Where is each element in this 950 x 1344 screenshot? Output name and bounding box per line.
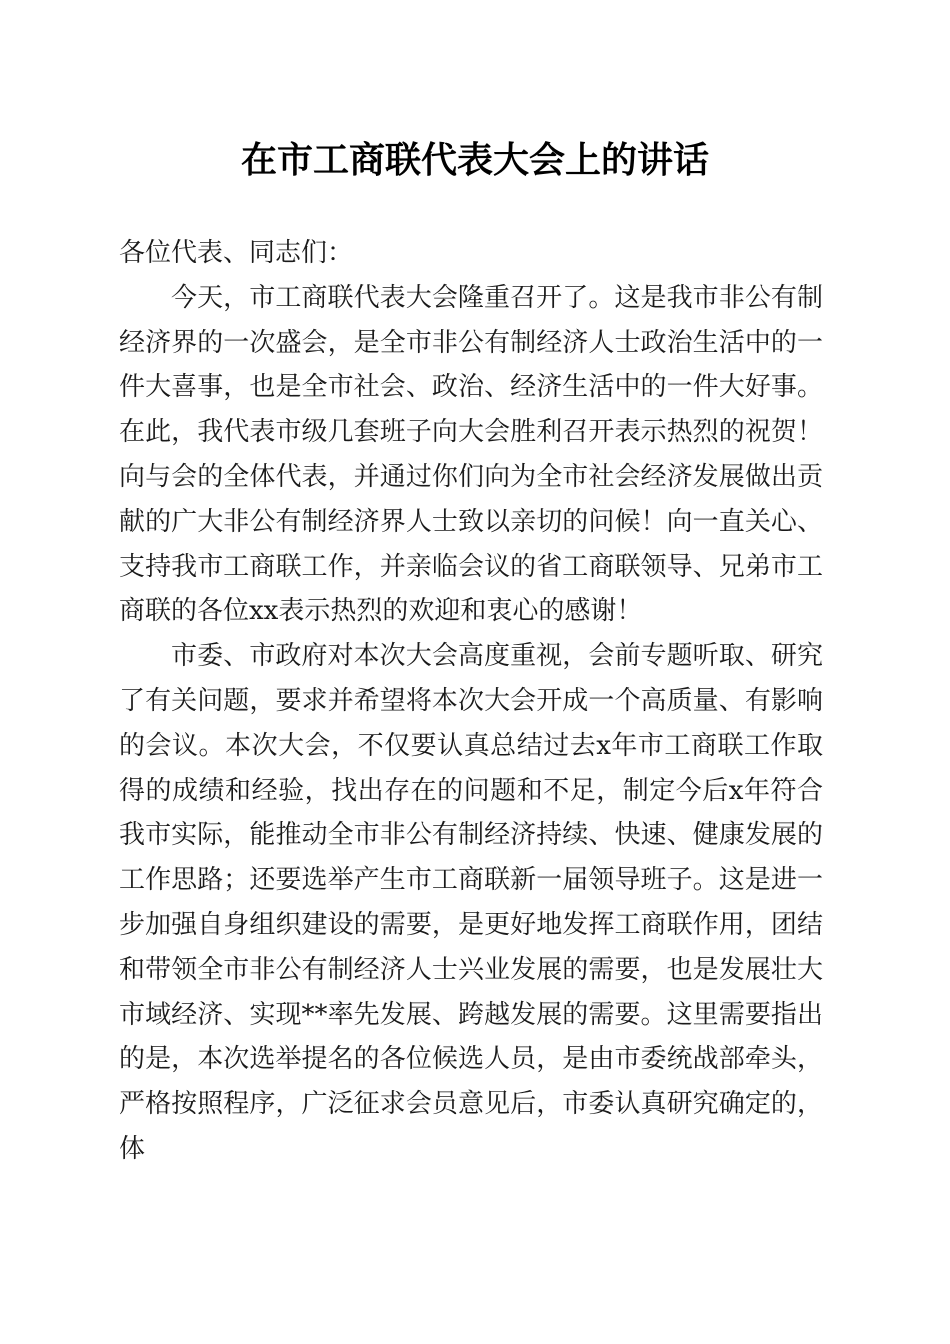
paragraph: 今天，市工商联代表大会隆重召开了。这是我市非公有制经济界的一次盛会，是全市非公有制经济人士政治生活中的一件大喜事，也是全市社会、政治、经济生活中的一件大好事。在此，我代表市级几套班子向大会胜利召开表示热烈的祝贺！向与会的全体代表，并通过你们向为全市社会经济发展做出贡献的广大非公有制经济界人士致以亲切的问候！向一直关心、支持我市工商联工作，并亲临会议的省工商联领导、兄弟市工商联的各位xx表示热烈的欢迎和衷心的感谢！ bbox=[119, 282, 823, 627]
paragraph: 市委、市政府对本次大会高度重视，会前专题听取、研究了有关问题，要求并希望将本次大会开成一个高质量、有影响的会议。本次大会，不仅要认真总结过去x年市工商联工作取得的成绩和经验，找出存在的问题和不足，制定今后x年符合我市实际，能推动全市非公有制经济持续、快速、健康发展的工作思路；还要选举产生市工商联新一届领导班子。这是进一步加强自身组织建设的需要，是更好地发挥工商联作用，团结和带领全市非公有制经济人士兴业发展的需要，也是发展壮大市域经济、实现**率先发展、跨越发展的需要。这里需要指出的是，本次选举提名的各位候选人员，是由市委统战部牵头，严格按照程序，广泛征求会员意见后，市委认真研究确定的，体 bbox=[119, 641, 823, 1164]
document-body bbox=[119, 231, 823, 1172]
salutation: 各位代表、同志们： bbox=[119, 238, 354, 268]
page-title: 在市工商联代表大会上的讲话 bbox=[240, 139, 709, 181]
